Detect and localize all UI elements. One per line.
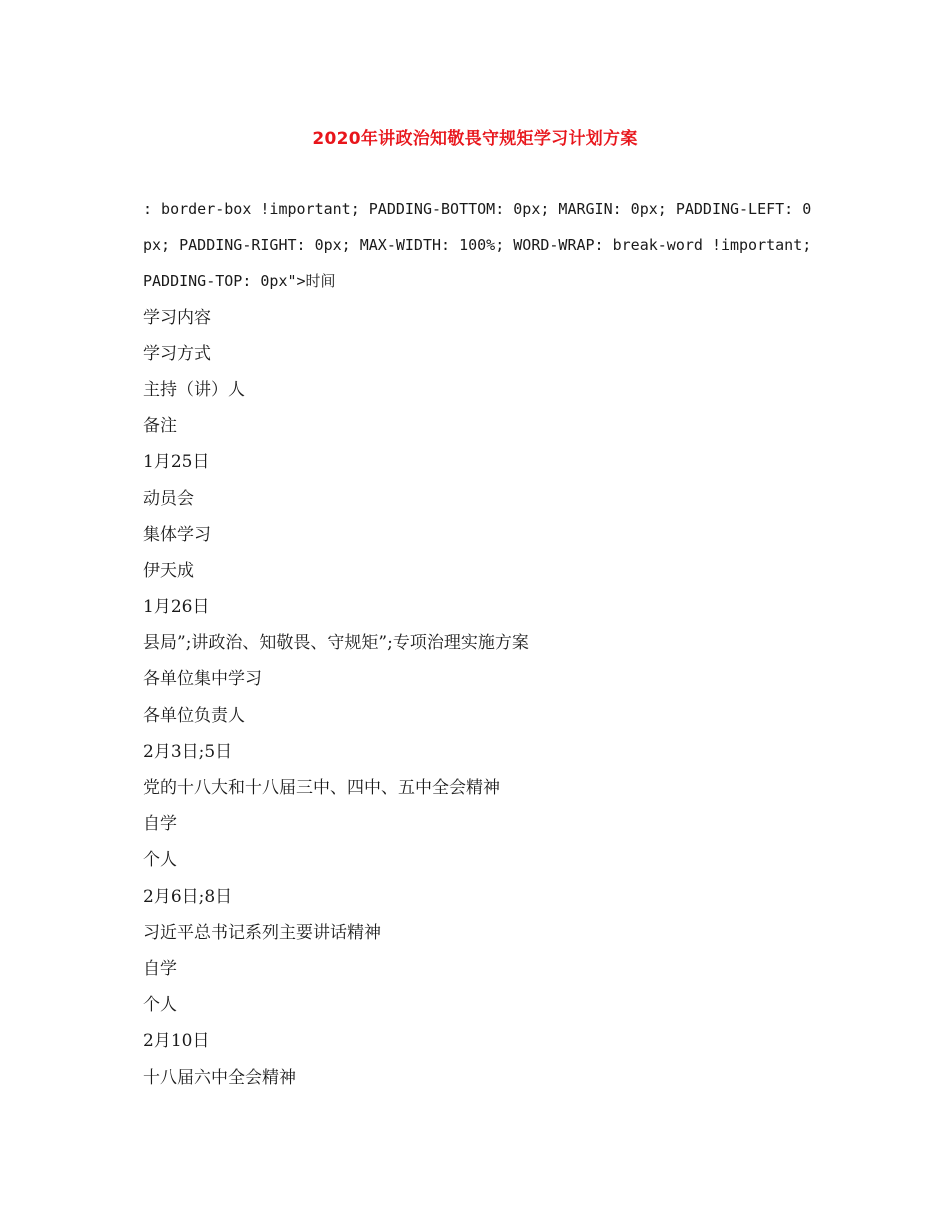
text-line: 十八届六中全会精神 bbox=[143, 1067, 296, 1088]
document-title: 2020年讲政治知敬畏守规矩学习计划方案 bbox=[312, 129, 638, 149]
text-line: 2月3日;5日 bbox=[143, 741, 233, 762]
text-line: 各单位集中学习 bbox=[143, 669, 262, 690]
text-line: 习近平总书记系列主要讲话精神 bbox=[143, 922, 381, 943]
text-line: 党的十八大和十八届三中、四中、五中全会精神 bbox=[143, 778, 500, 799]
text-line: 学习内容 bbox=[143, 307, 211, 328]
text-line: 自学 bbox=[143, 958, 177, 979]
text-line: 县局”;讲政治、知敬畏、守规矩”;专项治理实施方案 bbox=[143, 633, 529, 654]
text-line: 自学 bbox=[143, 814, 177, 835]
text-line: 主持（讲）人 bbox=[143, 379, 245, 400]
text-line: 个人 bbox=[143, 995, 177, 1016]
document-body bbox=[143, 191, 813, 1096]
text-line: 个人 bbox=[143, 850, 177, 871]
text-line: 备注 bbox=[143, 416, 177, 437]
text-line: 学习方式 bbox=[143, 343, 211, 364]
text-line: 2月6日;8日 bbox=[143, 886, 233, 907]
text-line: 各单位负责人 bbox=[143, 705, 245, 726]
text-line: 2月10日 bbox=[143, 1031, 210, 1052]
text-line: 1月25日 bbox=[143, 452, 210, 473]
text-line: 集体学习 bbox=[143, 524, 211, 545]
text-line: 伊天成 bbox=[143, 560, 194, 581]
body-lines bbox=[143, 300, 813, 1096]
text-line: 动员会 bbox=[143, 488, 194, 509]
text-line: 1月26日 bbox=[143, 597, 210, 618]
intro-code-paragraph: : border-box !important; PADDING-BOTTOM: 0px; MARGIN: 0px; PADDING-LEFT: 0px; PADDING-RIGHT: 0px; MAX-WIDTH: 100%; WORD-WRAP: break-word !important; PADDING-TOP: 0px">时间 bbox=[143, 200, 812, 291]
